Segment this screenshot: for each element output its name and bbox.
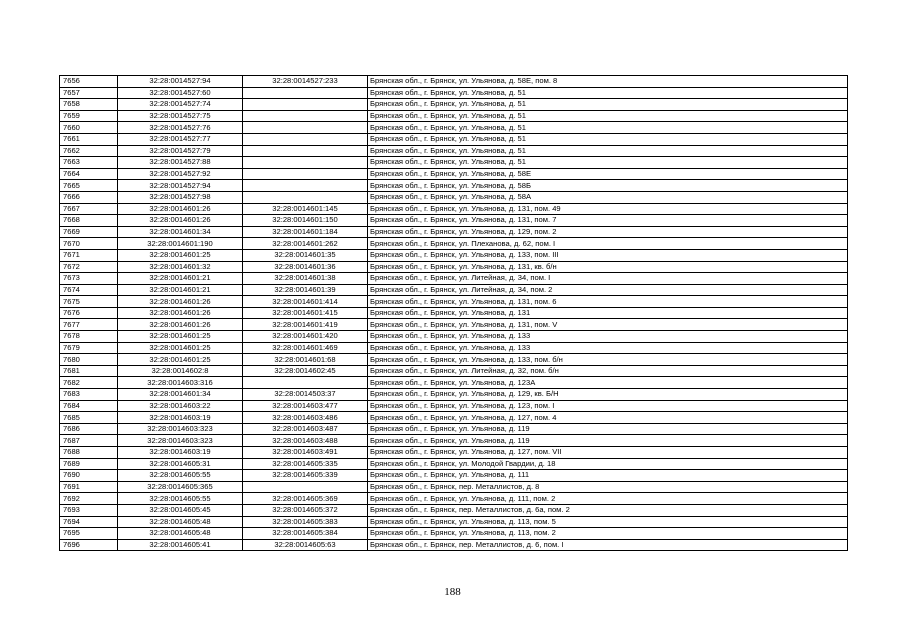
cadastral-number-cell: 32:28:0014601:26	[118, 319, 243, 331]
room-cadastral-number-cell	[243, 145, 368, 157]
cadastral-number-cell: 32:28:0014527:76	[118, 122, 243, 134]
row-number-cell: 7687	[60, 435, 118, 447]
address-cell: Брянская обл., г. Брянск, ул. Ульянова, д. 51	[368, 133, 848, 145]
room-cadastral-number-cell: 32:28:0014601:150	[243, 215, 368, 227]
row-number-cell: 7668	[60, 215, 118, 227]
table-row	[60, 458, 848, 470]
table-row	[60, 307, 848, 319]
room-cadastral-number-cell: 32:28:0014503:37	[243, 389, 368, 401]
row-number-cell: 7696	[60, 539, 118, 551]
row-number-cell: 7663	[60, 157, 118, 169]
property-table-body	[60, 76, 848, 551]
room-cadastral-number-cell: 32:28:0014605:339	[243, 470, 368, 482]
room-cadastral-number-cell: 32:28:0014605:63	[243, 539, 368, 551]
address-cell: Брянская обл., г. Брянск, ул. Ульянова, д. 111, пом. 2	[368, 493, 848, 505]
row-number-cell: 7691	[60, 481, 118, 493]
address-cell: Брянская обл., г. Брянск, ул. Ульянова, д. 111	[368, 470, 848, 482]
table-row	[60, 203, 848, 215]
cadastral-number-cell: 32:28:0014601:21	[118, 273, 243, 285]
table-row	[60, 528, 848, 540]
row-number-cell: 7686	[60, 423, 118, 435]
room-cadastral-number-cell	[243, 110, 368, 122]
address-cell: Брянская обл., г. Брянск, ул. Ульянова, д. 51	[368, 87, 848, 99]
room-cadastral-number-cell: 32:28:0014603:488	[243, 435, 368, 447]
cadastral-number-cell: 32:28:0014527:79	[118, 145, 243, 157]
room-cadastral-number-cell: 32:28:0014601:36	[243, 261, 368, 273]
address-cell: Брянская обл., г. Брянск, пер. Металлистов, д. 8	[368, 481, 848, 493]
cadastral-number-cell: 32:28:0014601:26	[118, 307, 243, 319]
table-row	[60, 296, 848, 308]
table-row	[60, 87, 848, 99]
row-number-cell: 7684	[60, 400, 118, 412]
row-number-cell: 7676	[60, 307, 118, 319]
address-cell: Брянская обл., г. Брянск, ул. Ульянова, д. 127, пом. 4	[368, 412, 848, 424]
row-number-cell: 7674	[60, 284, 118, 296]
table-row	[60, 133, 848, 145]
row-number-cell: 7695	[60, 528, 118, 540]
address-cell: Брянская обл., г. Брянск, ул. Ульянова, д. 123, пом. I	[368, 400, 848, 412]
row-number-cell: 7685	[60, 412, 118, 424]
table-row	[60, 470, 848, 482]
cadastral-number-cell: 32:28:0014527:98	[118, 191, 243, 203]
row-number-cell: 7688	[60, 447, 118, 459]
cadastral-number-cell: 32:28:0014601:26	[118, 215, 243, 227]
address-cell: Брянская обл., г. Брянск, ул. Ульянова, д. 129, кв. Б/Н	[368, 389, 848, 401]
table-row	[60, 284, 848, 296]
table-row	[60, 168, 848, 180]
table-row	[60, 539, 848, 551]
address-cell: Брянская обл., г. Брянск, пер. Металлистов, д. 6, пом. I	[368, 539, 848, 551]
address-cell: Брянская обл., г. Брянск, ул. Ульянова, д. 58Е, пом. 8	[368, 76, 848, 88]
room-cadastral-number-cell	[243, 481, 368, 493]
table-row	[60, 504, 848, 516]
page-number: 188	[444, 586, 461, 598]
table-row	[60, 226, 848, 238]
cadastral-number-cell: 32:28:0014605:365	[118, 481, 243, 493]
room-cadastral-number-cell: 32:28:0014527:233	[243, 76, 368, 88]
cadastral-number-cell: 32:28:0014603:323	[118, 423, 243, 435]
room-cadastral-number-cell	[243, 157, 368, 169]
cadastral-number-cell: 32:28:0014527:74	[118, 99, 243, 111]
table-row	[60, 76, 848, 88]
table-row	[60, 365, 848, 377]
address-cell: Брянская обл., г. Брянск, ул. Ульянова, д. 119	[368, 423, 848, 435]
cadastral-number-cell: 32:28:0014603:19	[118, 412, 243, 424]
address-cell: Брянская обл., г. Брянск, ул. Ульянова, д. 131, пом. 7	[368, 215, 848, 227]
row-number-cell: 7657	[60, 87, 118, 99]
row-number-cell: 7693	[60, 504, 118, 516]
row-number-cell: 7678	[60, 331, 118, 343]
table-row	[60, 400, 848, 412]
cadastral-number-cell: 32:28:0014603:316	[118, 377, 243, 389]
row-number-cell: 7681	[60, 365, 118, 377]
cadastral-number-cell: 32:28:0014527:75	[118, 110, 243, 122]
address-cell: Брянская обл., г. Брянск, пер. Металлистов, д. 6а, пом. 2	[368, 504, 848, 516]
room-cadastral-number-cell: 32:28:0014603:477	[243, 400, 368, 412]
room-cadastral-number-cell: 32:28:0014605:384	[243, 528, 368, 540]
table-row	[60, 342, 848, 354]
row-number-cell: 7680	[60, 354, 118, 366]
table-row	[60, 122, 848, 134]
table-row	[60, 99, 848, 111]
cadastral-number-cell: 32:28:0014601:25	[118, 331, 243, 343]
row-number-cell: 7669	[60, 226, 118, 238]
table-row	[60, 145, 848, 157]
row-number-cell: 7666	[60, 191, 118, 203]
table-row	[60, 238, 848, 250]
table-row	[60, 493, 848, 505]
cadastral-number-cell: 32:28:0014605:41	[118, 539, 243, 551]
table-row	[60, 273, 848, 285]
room-cadastral-number-cell: 32:28:0014601:184	[243, 226, 368, 238]
address-cell: Брянская обл., г. Брянск, ул. Ульянова, д. 127, пом. VII	[368, 447, 848, 459]
room-cadastral-number-cell: 32:28:0014601:39	[243, 284, 368, 296]
row-number-cell: 7679	[60, 342, 118, 354]
row-number-cell: 7662	[60, 145, 118, 157]
address-cell: Брянская обл., г. Брянск, ул. Ульянова, д. 119	[368, 435, 848, 447]
cadastral-number-cell: 32:28:0014601:34	[118, 389, 243, 401]
room-cadastral-number-cell	[243, 180, 368, 192]
cadastral-number-cell: 32:28:0014601:21	[118, 284, 243, 296]
room-cadastral-number-cell: 32:28:0014602:45	[243, 365, 368, 377]
room-cadastral-number-cell: 32:28:0014603:486	[243, 412, 368, 424]
cadastral-number-cell: 32:28:0014527:94	[118, 180, 243, 192]
address-cell: Брянская обл., г. Брянск, ул. Молодой Гвардии, д. 18	[368, 458, 848, 470]
table-row	[60, 157, 848, 169]
table-row	[60, 331, 848, 343]
table-row	[60, 249, 848, 261]
row-number-cell: 7671	[60, 249, 118, 261]
address-cell: Брянская обл., г. Брянск, ул. Ульянова, д. 129, пом. 2	[368, 226, 848, 238]
room-cadastral-number-cell: 32:28:0014605:383	[243, 516, 368, 528]
address-cell: Брянская обл., г. Брянск, ул. Ульянова, д. 131	[368, 307, 848, 319]
row-number-cell: 7682	[60, 377, 118, 389]
room-cadastral-number-cell: 32:28:0014603:487	[243, 423, 368, 435]
address-cell: Брянская обл., г. Брянск, ул. Ульянова, д. 133, пом. б/н	[368, 354, 848, 366]
row-number-cell: 7690	[60, 470, 118, 482]
row-number-cell: 7667	[60, 203, 118, 215]
room-cadastral-number-cell: 32:28:0014601:35	[243, 249, 368, 261]
table-row	[60, 435, 848, 447]
address-cell: Брянская обл., г. Брянск, ул. Ульянова, д. 123А	[368, 377, 848, 389]
room-cadastral-number-cell	[243, 122, 368, 134]
address-cell: Брянская обл., г. Брянск, ул. Ульянова, д. 58Е	[368, 168, 848, 180]
table-row	[60, 191, 848, 203]
room-cadastral-number-cell: 32:28:0014601:420	[243, 331, 368, 343]
row-number-cell: 7660	[60, 122, 118, 134]
table-row	[60, 110, 848, 122]
row-number-cell: 7664	[60, 168, 118, 180]
row-number-cell: 7677	[60, 319, 118, 331]
table-row	[60, 389, 848, 401]
table-row	[60, 261, 848, 273]
table-row	[60, 377, 848, 389]
cadastral-number-cell: 32:28:0014601:26	[118, 296, 243, 308]
cadastral-number-cell: 32:28:0014605:48	[118, 516, 243, 528]
cadastral-number-cell: 32:28:0014605:55	[118, 470, 243, 482]
address-cell: Брянская обл., г. Брянск, ул. Ульянова, д. 51	[368, 145, 848, 157]
address-cell: Брянская обл., г. Брянск, ул. Ульянова, д. 58А	[368, 191, 848, 203]
address-cell: Брянская обл., г. Брянск, ул. Ульянова, д. 131, пом. 49	[368, 203, 848, 215]
address-cell: Брянская обл., г. Брянск, ул. Ульянова, д. 131, кв. б/н	[368, 261, 848, 273]
table-row	[60, 215, 848, 227]
room-cadastral-number-cell	[243, 168, 368, 180]
address-cell: Брянская обл., г. Брянск, ул. Ульянова, д. 131, пом. 6	[368, 296, 848, 308]
room-cadastral-number-cell: 32:28:0014605:372	[243, 504, 368, 516]
table-row	[60, 516, 848, 528]
address-cell: Брянская обл., г. Брянск, ул. Ульянова, д. 51	[368, 99, 848, 111]
cadastral-number-cell: 32:28:0014603:19	[118, 447, 243, 459]
table-row	[60, 412, 848, 424]
address-cell: Брянская обл., г. Брянск, ул. Ульянова, д. 51	[368, 110, 848, 122]
address-cell: Брянская обл., г. Брянск, ул. Ульянова, д. 51	[368, 122, 848, 134]
address-cell: Брянская обл., г. Брянск, ул. Литейная, д. 34, пом. 2	[368, 284, 848, 296]
address-cell: Брянская обл., г. Брянск, ул. Ульянова, д. 133	[368, 342, 848, 354]
address-cell: Брянская обл., г. Брянск, ул. Ульянова, д. 133, пом. III	[368, 249, 848, 261]
room-cadastral-number-cell: 32:28:0014601:414	[243, 296, 368, 308]
row-number-cell: 7672	[60, 261, 118, 273]
cadastral-number-cell: 32:28:0014605:45	[118, 504, 243, 516]
room-cadastral-number-cell: 32:28:0014605:335	[243, 458, 368, 470]
row-number-cell: 7694	[60, 516, 118, 528]
row-number-cell: 7689	[60, 458, 118, 470]
row-number-cell: 7692	[60, 493, 118, 505]
table-row	[60, 423, 848, 435]
cadastral-number-cell: 32:28:0014601:26	[118, 203, 243, 215]
room-cadastral-number-cell	[243, 133, 368, 145]
row-number-cell: 7675	[60, 296, 118, 308]
cadastral-number-cell: 32:28:0014527:94	[118, 76, 243, 88]
row-number-cell: 7673	[60, 273, 118, 285]
cadastral-number-cell: 32:28:0014605:31	[118, 458, 243, 470]
cadastral-number-cell: 32:28:0014527:60	[118, 87, 243, 99]
room-cadastral-number-cell: 32:28:0014601:68	[243, 354, 368, 366]
room-cadastral-number-cell: 32:28:0014601:145	[243, 203, 368, 215]
room-cadastral-number-cell	[243, 99, 368, 111]
address-cell: Брянская обл., г. Брянск, ул. Ульянова, д. 113, пом. 5	[368, 516, 848, 528]
room-cadastral-number-cell: 32:28:0014601:38	[243, 273, 368, 285]
address-cell: Брянская обл., г. Брянск, ул. Ульянова, д. 133	[368, 331, 848, 343]
table-row	[60, 319, 848, 331]
table-row	[60, 481, 848, 493]
cadastral-number-cell: 32:28:0014602:8	[118, 365, 243, 377]
row-number-cell: 7659	[60, 110, 118, 122]
row-number-cell: 7661	[60, 133, 118, 145]
property-table	[59, 75, 848, 551]
address-cell: Брянская обл., г. Брянск, ул. Ульянова, д. 113, пом. 2	[368, 528, 848, 540]
cadastral-number-cell: 32:28:0014601:25	[118, 249, 243, 261]
row-number-cell: 7665	[60, 180, 118, 192]
table-row	[60, 180, 848, 192]
row-number-cell: 7683	[60, 389, 118, 401]
room-cadastral-number-cell: 32:28:0014601:469	[243, 342, 368, 354]
table-row	[60, 447, 848, 459]
address-cell: Брянская обл., г. Брянск, ул. Плеханова, д. 62, пом. I	[368, 238, 848, 250]
cadastral-number-cell: 32:28:0014527:88	[118, 157, 243, 169]
cadastral-number-cell: 32:28:0014601:25	[118, 354, 243, 366]
cadastral-number-cell: 32:28:0014601:34	[118, 226, 243, 238]
room-cadastral-number-cell: 32:28:0014603:491	[243, 447, 368, 459]
address-cell: Брянская обл., г. Брянск, ул. Ульянова, д. 58Б	[368, 180, 848, 192]
room-cadastral-number-cell: 32:28:0014605:369	[243, 493, 368, 505]
cadastral-number-cell: 32:28:0014527:77	[118, 133, 243, 145]
cadastral-number-cell: 32:28:0014601:190	[118, 238, 243, 250]
room-cadastral-number-cell: 32:28:0014601:262	[243, 238, 368, 250]
address-cell: Брянская обл., г. Брянск, ул. Литейная, д. 32, пом. б/н	[368, 365, 848, 377]
cadastral-number-cell: 32:28:0014601:32	[118, 261, 243, 273]
address-cell: Брянская обл., г. Брянск, ул. Ульянова, д. 131, пом. V	[368, 319, 848, 331]
row-number-cell: 7658	[60, 99, 118, 111]
table-row	[60, 354, 848, 366]
room-cadastral-number-cell	[243, 191, 368, 203]
room-cadastral-number-cell	[243, 87, 368, 99]
address-cell: Брянская обл., г. Брянск, ул. Ульянова, д. 51	[368, 157, 848, 169]
cadastral-number-cell: 32:28:0014603:323	[118, 435, 243, 447]
cadastral-number-cell: 32:28:0014603:22	[118, 400, 243, 412]
address-cell: Брянская обл., г. Брянск, ул. Литейная, д. 34, пом. I	[368, 273, 848, 285]
row-number-cell: 7656	[60, 76, 118, 88]
room-cadastral-number-cell: 32:28:0014601:419	[243, 319, 368, 331]
cadastral-number-cell: 32:28:0014527:92	[118, 168, 243, 180]
row-number-cell: 7670	[60, 238, 118, 250]
room-cadastral-number-cell	[243, 377, 368, 389]
cadastral-number-cell: 32:28:0014601:25	[118, 342, 243, 354]
cadastral-number-cell: 32:28:0014605:55	[118, 493, 243, 505]
room-cadastral-number-cell: 32:28:0014601:415	[243, 307, 368, 319]
cadastral-number-cell: 32:28:0014605:48	[118, 528, 243, 540]
